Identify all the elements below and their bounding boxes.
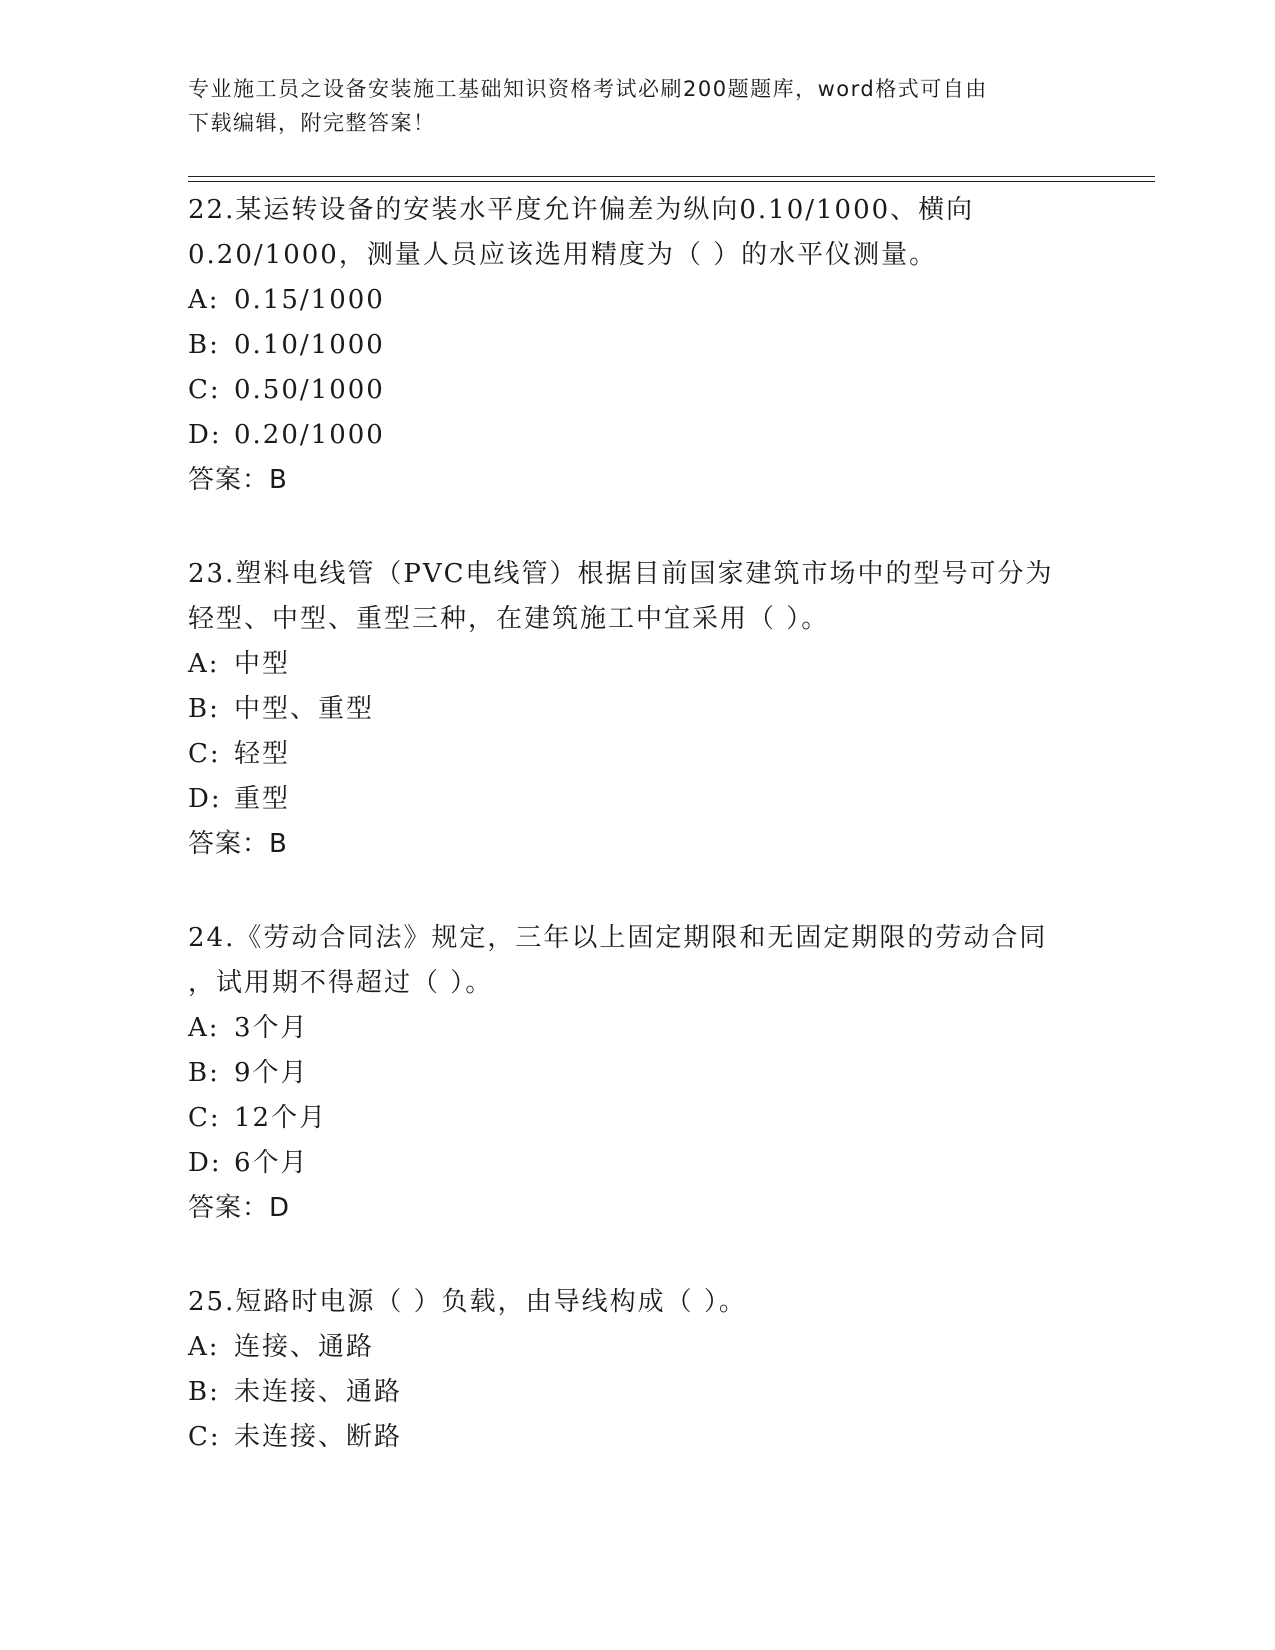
option-text: 0.50/1000 bbox=[234, 375, 385, 405]
option-text: 0.10/1000 bbox=[234, 330, 385, 360]
option-letter: D: bbox=[188, 420, 222, 450]
option-text: 轻型 bbox=[234, 739, 291, 769]
question-stem-line: 22.某运转设备的安装水平度允许偏差为纵向0.10/1000、横向 bbox=[188, 195, 975, 225]
document-header bbox=[188, 72, 1068, 140]
option-letter: D: bbox=[188, 784, 222, 814]
option-c bbox=[188, 368, 1108, 413]
option-text: 未连接、通路 bbox=[234, 1377, 403, 1407]
option-d bbox=[188, 1141, 1108, 1186]
question-stem bbox=[188, 916, 1108, 1006]
option-list bbox=[188, 1006, 1108, 1186]
option-letter: C: bbox=[188, 1422, 221, 1452]
option-text: 0.15/1000 bbox=[234, 285, 385, 315]
question-stem bbox=[188, 552, 1108, 642]
option-c bbox=[188, 732, 1108, 777]
option-text: 中型、重型 bbox=[234, 694, 375, 724]
answer: 答案：D bbox=[188, 1193, 291, 1223]
option-a bbox=[188, 278, 1108, 323]
option-text: 9个月 bbox=[234, 1058, 309, 1088]
option-letter: A: bbox=[188, 1013, 220, 1043]
option-text: 未连接、断路 bbox=[234, 1422, 403, 1452]
option-text: 重型 bbox=[234, 784, 291, 814]
question-stem-line: 23.塑料电线管（PVC电线管）根据目前国家建筑市场中的型号可分为 bbox=[188, 559, 1054, 589]
question-24 bbox=[188, 916, 1108, 1230]
question-stem-line: 轻型、中型、重型三种，在建筑施工中宜采用（ ）。 bbox=[188, 604, 830, 634]
question-23 bbox=[188, 552, 1108, 866]
option-a bbox=[188, 1006, 1108, 1051]
header-title-line-2: 下载编辑，附完整答案！ bbox=[188, 111, 436, 135]
option-letter: B: bbox=[188, 330, 220, 360]
question-stem-line: 25.短路时电源（ ）负载，由导线构成（ ）。 bbox=[188, 1287, 747, 1317]
option-text: 3个月 bbox=[234, 1013, 309, 1043]
question-stem-line: 24.《劳动合同法》规定，三年以上固定期限和无固定期限的劳动合同 bbox=[188, 923, 1048, 953]
option-text: 中型 bbox=[234, 649, 291, 679]
question-stem bbox=[188, 1280, 1108, 1325]
option-c bbox=[188, 1096, 1108, 1141]
option-a bbox=[188, 1325, 1108, 1370]
option-d bbox=[188, 413, 1108, 458]
option-letter: B: bbox=[188, 1058, 220, 1088]
header-title-line-1: 专业施工员之设备安装施工基础知识资格考试必刷200题题库，word格式可自由 bbox=[188, 77, 988, 101]
question-22 bbox=[188, 188, 1108, 502]
option-list bbox=[188, 642, 1108, 822]
option-b bbox=[188, 1051, 1108, 1096]
option-list bbox=[188, 1325, 1108, 1460]
header-divider-bottom bbox=[188, 181, 1155, 182]
option-text: 0.20/1000 bbox=[234, 420, 385, 450]
option-a bbox=[188, 642, 1108, 687]
option-letter: A: bbox=[188, 1332, 220, 1362]
option-letter: A: bbox=[188, 649, 220, 679]
option-text: 6个月 bbox=[234, 1148, 309, 1178]
answer: 答案：B bbox=[188, 465, 288, 495]
option-b bbox=[188, 687, 1108, 732]
option-letter: A: bbox=[188, 285, 220, 315]
question-stem-line: 0.20/1000，测量人员应该选用精度为（ ）的水平仪测量。 bbox=[188, 240, 938, 270]
option-b bbox=[188, 323, 1108, 368]
question-stem-line: ，试用期不得超过（ ）。 bbox=[188, 968, 494, 998]
option-letter: C: bbox=[188, 739, 221, 769]
answer: 答案：B bbox=[188, 829, 288, 859]
header-divider-top bbox=[188, 176, 1155, 177]
question-25 bbox=[188, 1280, 1108, 1460]
option-letter: B: bbox=[188, 1377, 220, 1407]
option-b bbox=[188, 1370, 1108, 1415]
option-letter: C: bbox=[188, 1103, 221, 1133]
option-d bbox=[188, 777, 1108, 822]
option-text: 连接、通路 bbox=[234, 1332, 375, 1362]
option-letter: C: bbox=[188, 375, 221, 405]
option-letter: D: bbox=[188, 1148, 222, 1178]
option-letter: B: bbox=[188, 694, 220, 724]
option-c bbox=[188, 1415, 1108, 1460]
option-text: 12个月 bbox=[234, 1103, 328, 1133]
option-list bbox=[188, 278, 1108, 458]
question-stem bbox=[188, 188, 1108, 278]
